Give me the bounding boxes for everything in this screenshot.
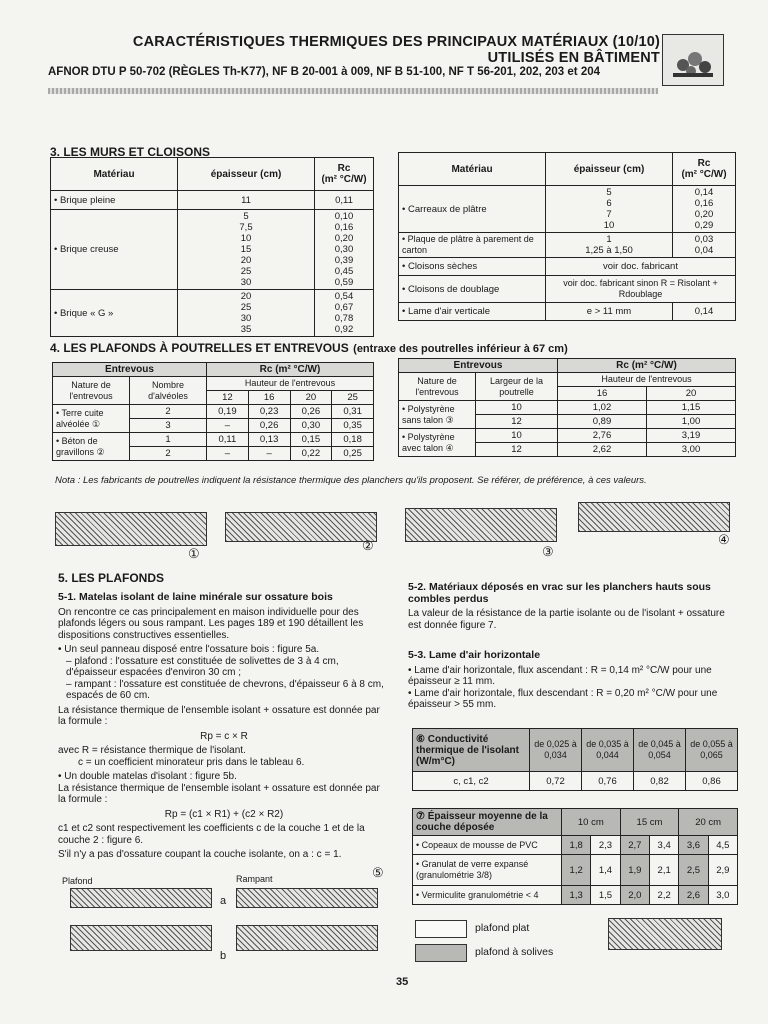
section-5-1: 5-1. Matelas isolant de laine minérale sur ossature bois On rencontre ce cas principalement en maison individuelle pour des plafonds légers ou sous rampant. Les pages 189 et 190 détaillent les dispositions constructives essentielles. • Un seul panneau disposé entre l'ossature bois : figure 5a. – plafond : l'ossature est constituée de solivettes de 3 à 4 cm, d'épaisseur espacées d'environ 30 cm ; – rampant : l'ossature est constituée de chevrons, d'épaisseur 6 à 8 cm, espacés de 60 cm. La résistance thermique de l'ensemble isolant + ossature est donnée par la formule : Rp = c × R avec R = résistance thermique de l'isolant. c = un coefficient minorateur pris dans le tableau 6. • Un double matelas d'isolant : figure 5b. La résistance thermique de l'ensemble isolant + ossature est donnée par la formule : Rp = (c1 × R1) + (c2 × R2) c1 et c2 sont respectivement les coefficients c de la couche 1 et de la couche 2 : figure 6. S'il n'y a pas d'ossature coupant la couche isolante, on a : c = 1. — [58, 591, 384, 860]
legend-flat: plafond plat — [475, 922, 530, 934]
figure-4-label: ④ — [718, 532, 730, 547]
row-label: • Cloisons sèches — [399, 258, 546, 276]
section-3-heading: 3. LES MURS ET CLOISONS — [50, 145, 211, 159]
section-4-heading: 4. LES PLAFONDS À POUTRELLES ET ENTREVOUS (entraxe des poutrelles inférieur à 67 cm) — [50, 341, 568, 355]
row-label: • Carreaux de plâtre — [399, 186, 546, 233]
beams-table-left: Entrevous Rc (m² °C/W) Nature de l'entrevous Nombre d'alvéoles Hauteur de l'entrevous 12 16 20 25 • Terre cuite alvéolée ① 2 0,19 0,23 0,26 0,31 3 – 0,26 0,30 0,35 • Béton de gravillons ② 1 0,11 0,13 0,15 0,18 2 – – 0,22 0,25 — [52, 362, 374, 461]
figure-4-drawing — [578, 502, 730, 532]
solives-drawing — [608, 918, 722, 950]
page-title: CARACTÉRISTIQUES THERMIQUES DES PRINCIPAUX MATÉRIAUX (10/10) UTILISÉS EN BÂTIMENT — [132, 34, 660, 66]
header-rule — [48, 88, 658, 94]
fig5-number: ⑤ — [372, 865, 384, 880]
figure-1-drawing — [55, 512, 207, 546]
section-5-3: 5-3. Lame d'air horizontale • Lame d'air horizontale, flux ascendant : R = 0,14 m² °C/W pour une épaisseur ≥ 11 mm. • Lame d'air horizontale, flux descendant : R = 0,20 m² °C/W pour une épaisseur > 55 mm. — [408, 649, 718, 710]
figure-2-drawing — [225, 512, 377, 542]
row-label: • Lame d'air verticale — [399, 303, 546, 321]
figure-3-label: ③ — [542, 544, 554, 559]
row-label: • Brique pleine — [51, 191, 178, 210]
fig5a-plafond-drawing — [70, 888, 212, 908]
table-6: ⑥ Conductivité thermique de l'isolant (W/m°C) de 0,025 à 0,034 de 0,035 à 0,044 de 0,045 à 0,054 de 0,055 à 0,065 c, c1, c2 0,72 0,76 0,82 0,86 — [412, 728, 738, 791]
table-7-header: ⑦ Épaisseur moyenne de la couche déposée — [413, 809, 562, 836]
col-epaisseur: épaisseur (cm) — [178, 158, 315, 191]
col-materiau: Matériau — [51, 158, 178, 191]
fig5-b-label: b — [220, 950, 227, 962]
figure-3-drawing — [405, 508, 557, 542]
table-6-header: ⑥ Conductivité thermique de l'isolant (W/m°C) — [413, 729, 530, 772]
page-number: 35 — [396, 976, 409, 988]
figure-2-label: ② — [362, 538, 374, 553]
logo-icon — [662, 34, 724, 86]
fig5-a-label: a — [220, 895, 227, 907]
row-label: • Cloisons de doublage — [399, 276, 546, 303]
row-label: • Brique « G » — [51, 290, 178, 337]
table-7: ⑦ Épaisseur moyenne de la couche déposée 10 cm 15 cm 20 cm • Copeaux de mousse de PVC 1,8 2,3 2,7 3,4 3,6 4,5 • Granulat de verre expansé (granulométrie 3/8) 1,2 1,4 1,9 2,1 2,5 2,9 • Vermiculite granulométrie < 4 1,3 1,5 2,0 2,2 2,6 3,0 — [412, 808, 738, 905]
fig5-plafond-label: Plafond — [62, 876, 93, 886]
norms-line: AFNOR DTU P 50-702 (RÈGLES Th-K77), NF B 20-001 à 009, NF B 51-100, NF T 56-201, 202, 203 et 204 — [48, 66, 601, 78]
section-5-2: 5-2. Matériaux déposés en vrac sur les planchers hauts sous combles perdus La valeur de la résistance de la partie isolante ou de l'isolant + ossature est donnée figure 7. — [408, 581, 725, 631]
row-label: • Plaque de plâtre à parement de carton — [399, 233, 546, 258]
legend-swatch-flat — [415, 920, 467, 938]
legend-solives: plafond à solives — [475, 946, 554, 958]
col-r: Rc (m² °C/W) — [315, 158, 374, 191]
fig5b-plafond-drawing — [70, 925, 212, 951]
fig5b-rampant-drawing — [236, 925, 378, 951]
section-5-heading: 5. LES PLAFONDS — [58, 571, 165, 585]
row-label: • Brique creuse — [51, 210, 178, 290]
beams-table-right: Entrevous Rc (m² °C/W) Nature de l'entrevous Largeur de la poutrelle Hauteur de l'entrevous 16 20 • Polystyrène sans talon ③ 10 1,02 1,15 12 0,89 1,00 • Polystyrène avec talon ④ 10 2,76 3,19 12 2,62 3,00 — [398, 358, 736, 457]
fig5-rampant-label: Rampant — [236, 874, 273, 884]
walls-table-right: Matériau épaisseur (cm) Rc (m² °C/W) • Carreaux de plâtre 5 6 7 10 0,14 0,16 0,20 0,29 • Plaque de plâtre à parement de carton 1 1,25 à 1,50 0,03 0,04 • Cloisons sèches voir doc. fabricant • Cloisons de doublage voir doc. fabricant sinon R = Risolant + Rdoublage • Lame d'air verticale e > 11 mm 0,14 — [398, 152, 736, 321]
fig5a-rampant-drawing — [236, 888, 378, 908]
nota: Nota : Les fabricants de poutrelles indiquent la résistance thermique des planchers qu'ils proposent. Se référer, de préférence, à ces valeurs. — [55, 475, 647, 486]
walls-table-left: Matériau épaisseur (cm) Rc (m² °C/W) • Brique pleine 11 0,11 • Brique creuse 5 7,5 10 15 20 25 30 0,10 0,16 0,20 0,30 0,39 0,45 0,59 • Brique « G » 20 25 30 35 0,54 0,67 0,78 0,92 — [50, 157, 374, 337]
legend-swatch-solives — [415, 944, 467, 962]
figure-1-label: ① — [188, 546, 200, 561]
